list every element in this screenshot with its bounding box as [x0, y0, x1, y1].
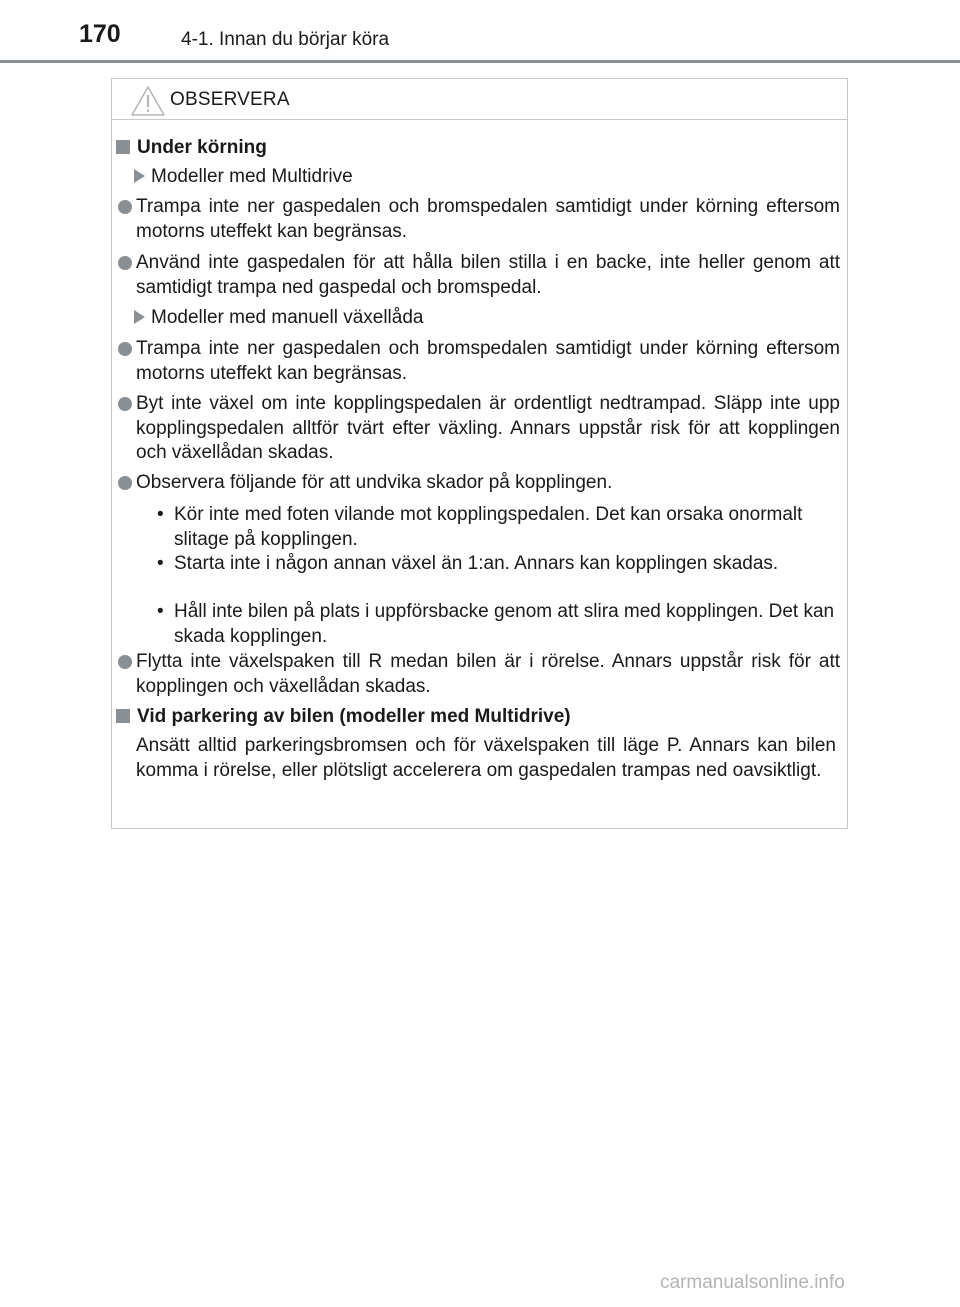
- bullet-item: Flytta inte växelspaken till R medan bilen är i rörelse. Annars uppstår risk för att kopplingen och växellådan skadas.: [136, 650, 840, 699]
- circle-bullet-icon: [118, 397, 132, 411]
- caution-header: [112, 79, 847, 120]
- model-multidrive: Modeller med Multidrive: [134, 165, 353, 189]
- heading-parkering: Vid parkering av bilen (modeller med Multidrive): [116, 705, 571, 729]
- model-manual: Modeller med manuell växellåda: [134, 306, 423, 330]
- heading-under-korning: Under körning: [116, 136, 267, 160]
- triangle-marker-icon: [134, 310, 145, 324]
- caution-label: OBSERVERA: [170, 89, 290, 110]
- circle-bullet-icon: [118, 476, 132, 490]
- bullet-item: Trampa inte ner gaspedalen och bromspedalen samtidigt under körning eftersom motorns uteffekt kan begränsas.: [136, 195, 840, 244]
- sub-item: • Kör inte med foten vilande mot kopplingspedalen. Det kan orsaka onormalt slitage på kopplingen.: [157, 504, 803, 550]
- warning-triangle-icon: [130, 85, 166, 117]
- circle-bullet-icon: [118, 200, 132, 214]
- header-rule: [0, 60, 960, 63]
- triangle-marker-icon: [134, 169, 145, 183]
- sub-item: • Starta inte i någon annan växel än 1:an. Annars kan kopplingen skadas.: [157, 553, 779, 574]
- parking-paragraph: Ansätt alltid parkeringsbromsen och för växelspaken till läge P. Annars kan bilen komma i rörelse, eller plötsligt accelerera om gaspedalen trampas ned oavsiktligt.: [136, 735, 836, 781]
- bullet-item: Använd inte gaspedalen för att hålla bilen stilla i en backe, inte heller genom att samtidigt trampa ned gaspedal och bromspedal.: [136, 251, 840, 300]
- bullet-item: Observera följande för att undvika skador på kopplingen.: [136, 471, 840, 496]
- square-bullet-icon: [116, 140, 130, 154]
- bullet-item: Trampa inte ner gaspedalen och bromspedalen samtidigt under körning eftersom motorns uteffekt kan begränsas.: [136, 337, 840, 386]
- caution-box: [111, 78, 848, 829]
- circle-bullet-icon: [118, 256, 132, 270]
- section-title: 4-1. Innan du börjar köra: [181, 29, 390, 50]
- bullet-item: Byt inte växel om inte kopplingspedalen är ordentligt nedtrampad. Släpp inte upp kopplingspedalen alltför tvärt efter växling. Annars uppstår risk för att kopplingen och växellådan skadas.: [136, 392, 840, 466]
- square-bullet-icon: [116, 709, 130, 723]
- watermark: carmanualsonline.info: [660, 1272, 845, 1293]
- circle-bullet-icon: [118, 342, 132, 356]
- page-header: [0, 0, 960, 64]
- sub-item: • Håll inte bilen på plats i uppförsbacke genom att slira med kopplingen. Det kan skada kopplingen.: [157, 601, 835, 647]
- circle-bullet-icon: [118, 655, 132, 669]
- page-number: 170: [79, 20, 121, 48]
